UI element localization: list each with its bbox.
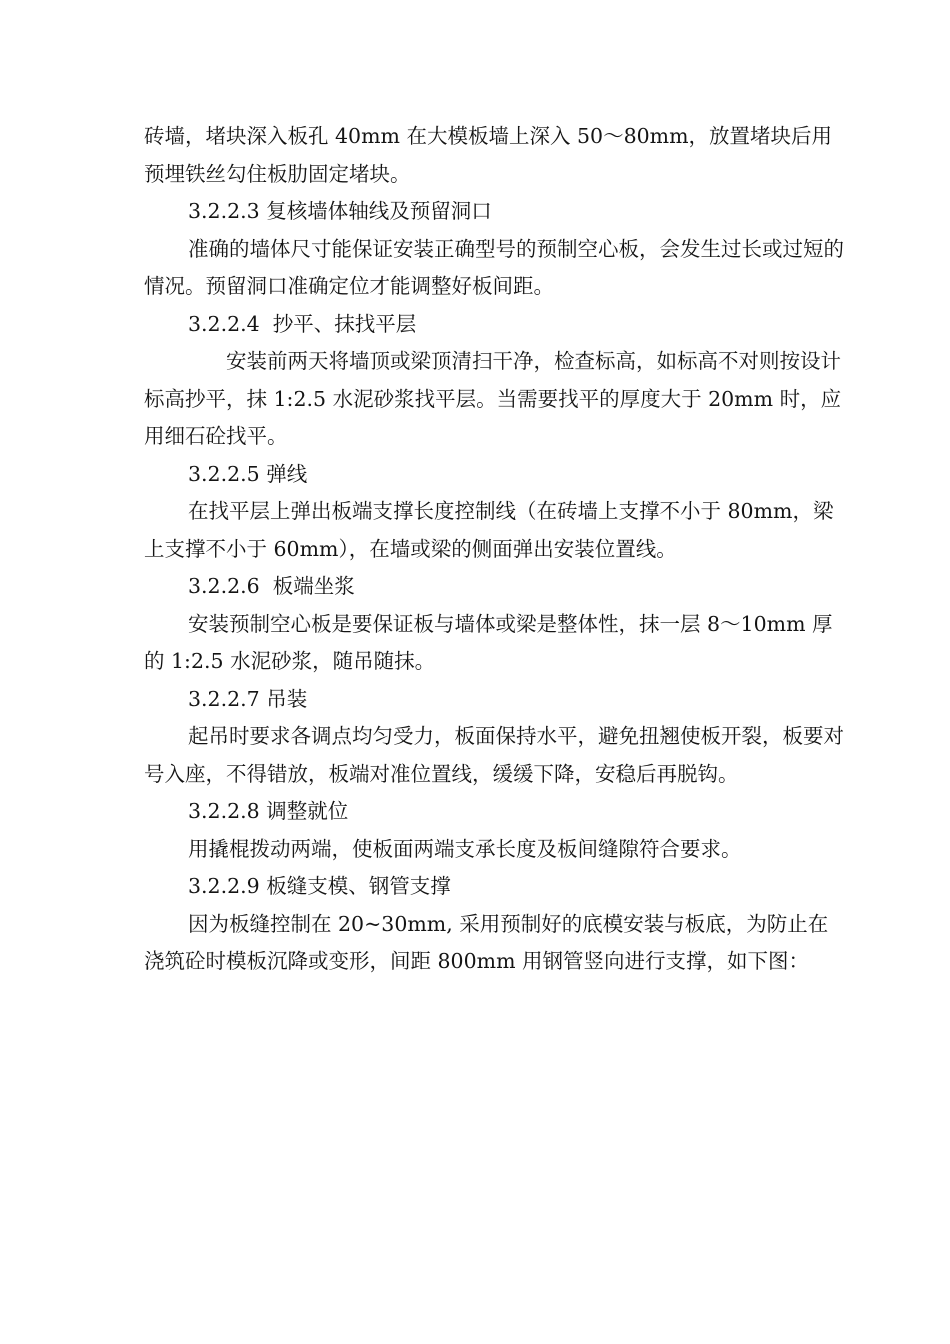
section-heading-3-2-2-5: 3.2.2.5 弹线 — [188, 461, 308, 486]
section-heading-3-2-2-6: 3.2.2.6 板端坐浆 — [188, 574, 355, 598]
paragraph-continuation: 砖墙，堵块深入板孔 40mm 在大模板墙上深入 50～80mm，放置堵块后用预埋铁丝勾住板肋固定堵块。 — [144, 124, 833, 186]
paragraph-adjustment: 用撬棍拨动两端，使板面两端支承长度及板间缝隙符合要求。 — [188, 836, 742, 861]
paragraph-hoisting: 起吊时要求各调点均匀受力，板面保持水平，避免扭翘使板开裂，板要对号入座，不得错放，板端对准位置线，缓缓下降，安稳后再脱钩。 — [144, 724, 844, 786]
section-heading-3-2-2-3: 3.2.2.3 复核墙体轴线及预留洞口 — [188, 199, 492, 223]
paragraph-formwork-support: 因为板缝控制在 20~30mm, 采用预制好的底模安装与板底，为防止在浇筑砼时模板沉降或变形，间距 800mm 用钢管竖向进行支撑，如下图： — [144, 911, 829, 973]
section-heading-3-2-2-4: 3.2.2.4 抄平、抹找平层 — [188, 311, 417, 336]
section-heading-3-2-2-9: 3.2.2.9 板缝支模、钢管支撑 — [188, 874, 451, 898]
paragraph-axis-check: 准确的墙体尺寸能保证安装正确型号的预制空心板，会发生过长或过短的情况。预留洞口准确定位才能调整好板间距。 — [144, 236, 844, 298]
paragraph-leveling: 安装前两天将墙顶或梁顶清扫干净，检查标高，如标高不对则按设计标高抄平，抹 1:2.5 水泥砂浆找平层。当需要找平的厚度大于 20mm 时，应用细石砼找平。 — [144, 349, 842, 448]
paragraph-mortar-bedding: 安装预制空心板是要保证板与墙体或梁是整体性，抹一层 8～10mm 厚的 1:2.5 水泥砂浆，随吊随抹。 — [144, 611, 833, 673]
section-heading-3-2-2-7: 3.2.2.7 吊装 — [188, 686, 308, 711]
section-heading-3-2-2-8: 3.2.2.8 调整就位 — [188, 799, 349, 823]
document-body — [144, 118, 844, 981]
paragraph-line-marking: 在找平层上弹出板端支撑长度控制线（在砖墙上支撑不小于 80mm，梁上支撑不小于 60mm），在墙或梁的侧面弹出安装位置线。 — [144, 499, 834, 561]
